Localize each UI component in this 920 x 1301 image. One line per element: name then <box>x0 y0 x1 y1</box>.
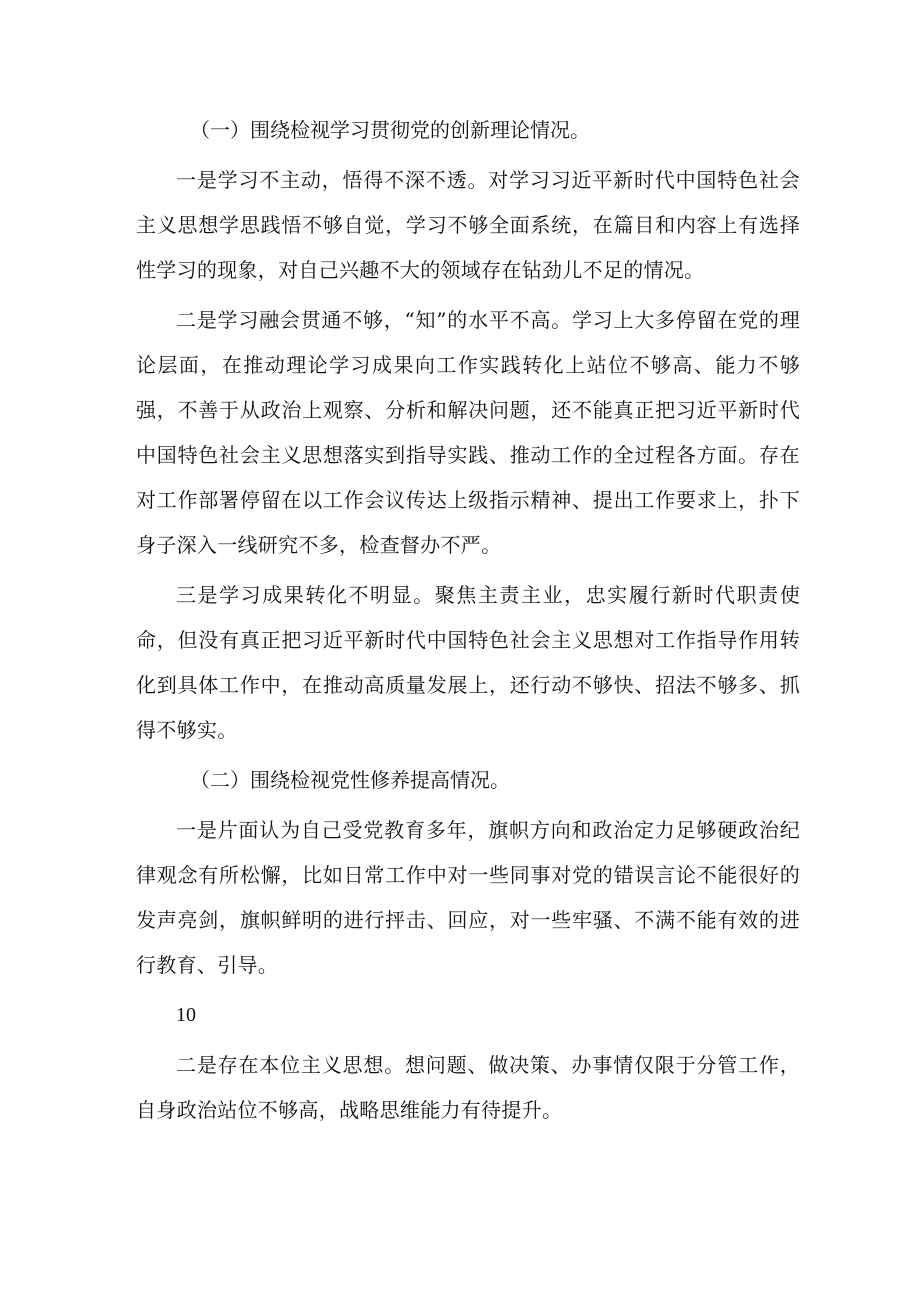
paragraph-2: 二是学习融会贯通不够，“知”的水平不高。学习上大多停留在党的理论层面，在推动理论学习成果向工作实践转化上站位不够高、能力不够强，不善于从政治上观察、分析和解决问题，还不能真正把习近平新时代中国特色社会主义思想落实到指导实践、推动工作的全过程各方面。存在对工作部署停留在以工作会议传达上级指示精神、提出工作要求上，扑下身子深入一线研究不多，检查督办不严。 <box>136 308 800 557</box>
paragraph-4: 一是片面认为自己受党教育多年，旗帜方向和政治定力足够硬政治纪律观念有所松懈，比如日常工作中对一些同事对党的错误言论不能很好的发声亮剑，旗帜鲜明的进行抨击、回应，对一些牢骚、不满不能有效的进行教育、引导。 <box>136 818 800 977</box>
paragraph-1: 一是学习不主动，悟得不深不透。对学习习近平新时代中国特色社会主义思想学思践悟不够自觉，学习不够全面系统，在篇目和内容上有选择性学习的现象，对自己兴趣不大的领域存在钻劲儿不足的情况。 <box>136 168 800 282</box>
paragraph-3: 三是学习成果转化不明显。聚焦主责主业，忠实履行新时代职责使命，但没有真正把习近平新时代中国特色社会主义思想对工作指导作用转化到具体工作中，在推动高质量发展上，还行动不够快、招法不够多、抓得不够实。 <box>136 583 800 742</box>
page-number: 10 <box>176 1004 196 1026</box>
section-heading-1: （一）围绕检视学习贯彻党的创新理论情况。 <box>190 118 590 142</box>
document-body <box>136 108 800 1138</box>
paragraph-5: 二是存在本位主义思想。想问题、做决策、办事情仅限于分管工作，自身政治站位不够高，战略思维能力有待提升。 <box>136 1053 800 1122</box>
section-heading-2: （二）围绕检视党性修养提高情况。 <box>190 768 510 792</box>
